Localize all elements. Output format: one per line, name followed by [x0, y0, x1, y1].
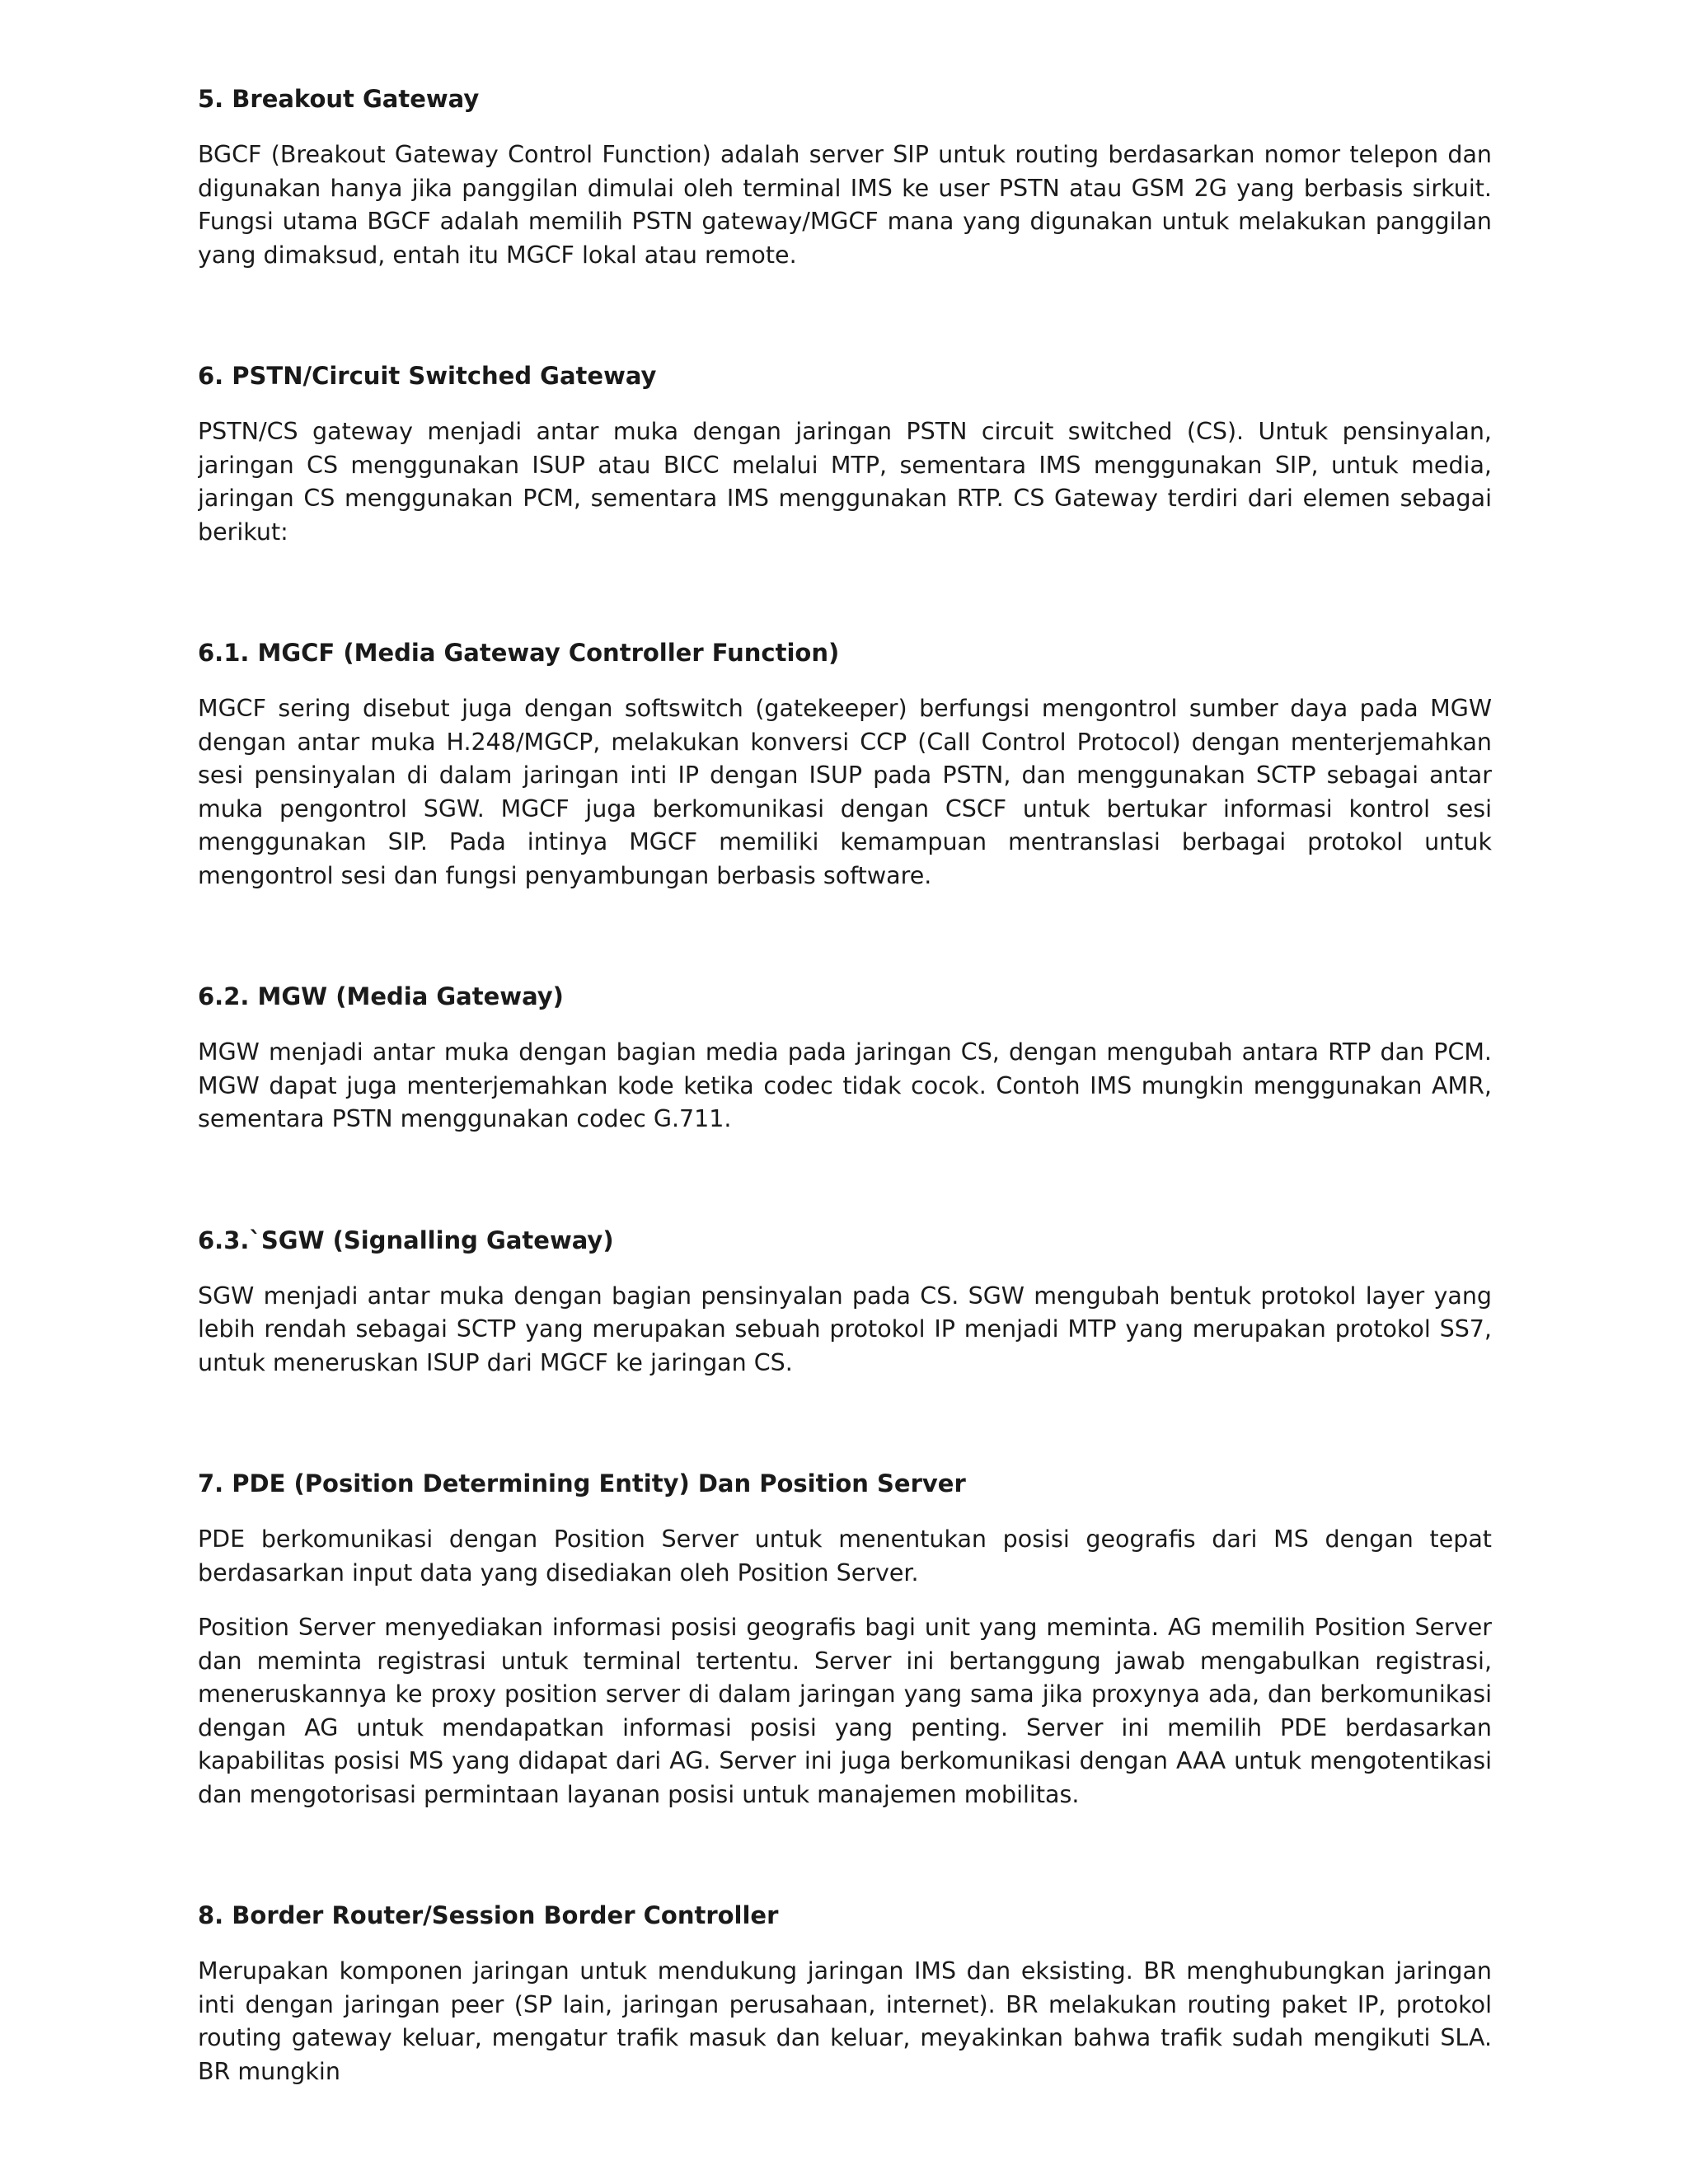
paragraph: SGW menjadi antar muka dengan bagian pensinyalan pada CS. SGW mengubah bentuk protokol layer yang lebih rendah sebagai SCTP yang merupakan sebuah protokol IP menjadi MTP yang merupakan protokol SS7, untuk meneruskan ISUP dari MGCF ke jaringan CS. — [198, 1282, 1492, 1376]
paragraph: PSTN/CS gateway menjadi antar muka dengan jaringan PSTN circuit switched (CS). Untuk pensinyalan, jaringan CS menggunakan ISUP atau BICC melalui MTP, sementara IMS menggunakan SIP, untuk media, jaringan CS menggunakan PCM, sementara IMS menggunakan RTP. CS Gateway terdiri dari elemen sebagai berikut: — [198, 418, 1492, 546]
section-border-router — [198, 1899, 1492, 2088]
section-heading: 6.3.`SGW (Signalling Gateway) — [198, 1226, 614, 1254]
section-pde-position-server — [198, 1467, 1492, 1811]
paragraph: Merupakan komponen jaringan untuk mendukung jaringan IMS dan eksisting. BR menghubungkan jaringan inti dengan jaringan peer (SP lain, jaringan perusahaan, internet). BR melakukan routing paket IP, protokol routing gateway keluar, mengatur trafik masuk dan keluar, meyakinkan bahwa trafik sudah mengikuti SLA. BR mungkin — [198, 1957, 1492, 2085]
section-sgw — [198, 1224, 1492, 1380]
paragraph: Position Server menyediakan informasi posisi geografis bagi unit yang meminta. AG memilih Position Server dan meminta registrasi untuk terminal tertentu. Server ini bertanggung jawab mengabulkan registrasi, meneruskannya ke proxy position server di dalam jaringan yang sama jika proxynya ada, dan berkomunikasi dengan AG untuk mendapatkan informasi posisi yang penting. Server ini memilih PDE berdasarkan kapabilitas posisi MS yang didapat dari AG. Server ini juga berkomunikasi dengan AAA untuk mengotentikasi dan mengotorisasi permintaan layanan posisi untuk manajemen mobilitas. — [198, 1614, 1492, 1808]
section-heading: 5. Breakout Gateway — [198, 85, 480, 113]
section-heading: 7. PDE (Position Determining Entity) Dan Position Server — [198, 1469, 966, 1497]
document-page — [198, 82, 1492, 2159]
section-mgw — [198, 980, 1492, 1137]
section-breakout-gateway — [198, 82, 1492, 272]
paragraph: MGCF sering disebut juga dengan softswitch (gatekeeper) berfungsi mengontrol sumber daya pada MGW dengan antar muka H.248/MGCP, melakukan konversi CCP (Call Control Protocol) dengan menterjemahkan sesi pensinyalan di dalam jaringan inti IP dengan ISUP pada PSTN, dan menggunakan SCTP sebagai antar muka pengontrol SGW. MGCF juga berkomunikasi dengan CSCF untuk bertukar informasi kontrol sesi menggunakan SIP. Pada intinya MGCF memiliki kemampuan mentranslasi berbagai protokol untuk mengontrol sesi dan fungsi penyambungan berbasis software. — [198, 695, 1492, 889]
paragraph: BGCF (Breakout Gateway Control Function) adalah server SIP untuk routing berdasarkan nomor telepon dan digunakan hanya jika panggilan dimulai oleh terminal IMS ke user PSTN atau GSM 2G yang berbasis sirkuit. Fungsi utama BGCF adalah memilih PSTN gateway/MGCF mana yang digunakan untuk melakukan panggilan yang dimaksud, entah itu MGCF lokal atau remote. — [198, 141, 1492, 269]
section-heading: 6.2. MGW (Media Gateway) — [198, 982, 564, 1010]
paragraph: MGW menjadi antar muka dengan bagian media pada jaringan CS, dengan mengubah antara RTP dan PCM. MGW dapat juga menterjemahkan kode ketika codec tidak cocok. Contoh IMS mungkin menggunakan AMR, sementara PSTN menggunakan codec G.711. — [198, 1038, 1492, 1132]
section-heading: 6.1. MGCF (Media Gateway Controller Function) — [198, 639, 840, 667]
section-pstn-cs-gateway — [198, 359, 1492, 549]
section-heading: 6. PSTN/Circuit Switched Gateway — [198, 362, 657, 390]
section-mgcf — [198, 636, 1492, 893]
section-heading: 8. Border Router/Session Border Controller — [198, 1901, 779, 1929]
paragraph: PDE berkomunikasi dengan Position Server untuk menentukan posisi geografis dari MS dengan tepat berdasarkan input data yang disediakan oleh Position Server. — [198, 1526, 1492, 1586]
